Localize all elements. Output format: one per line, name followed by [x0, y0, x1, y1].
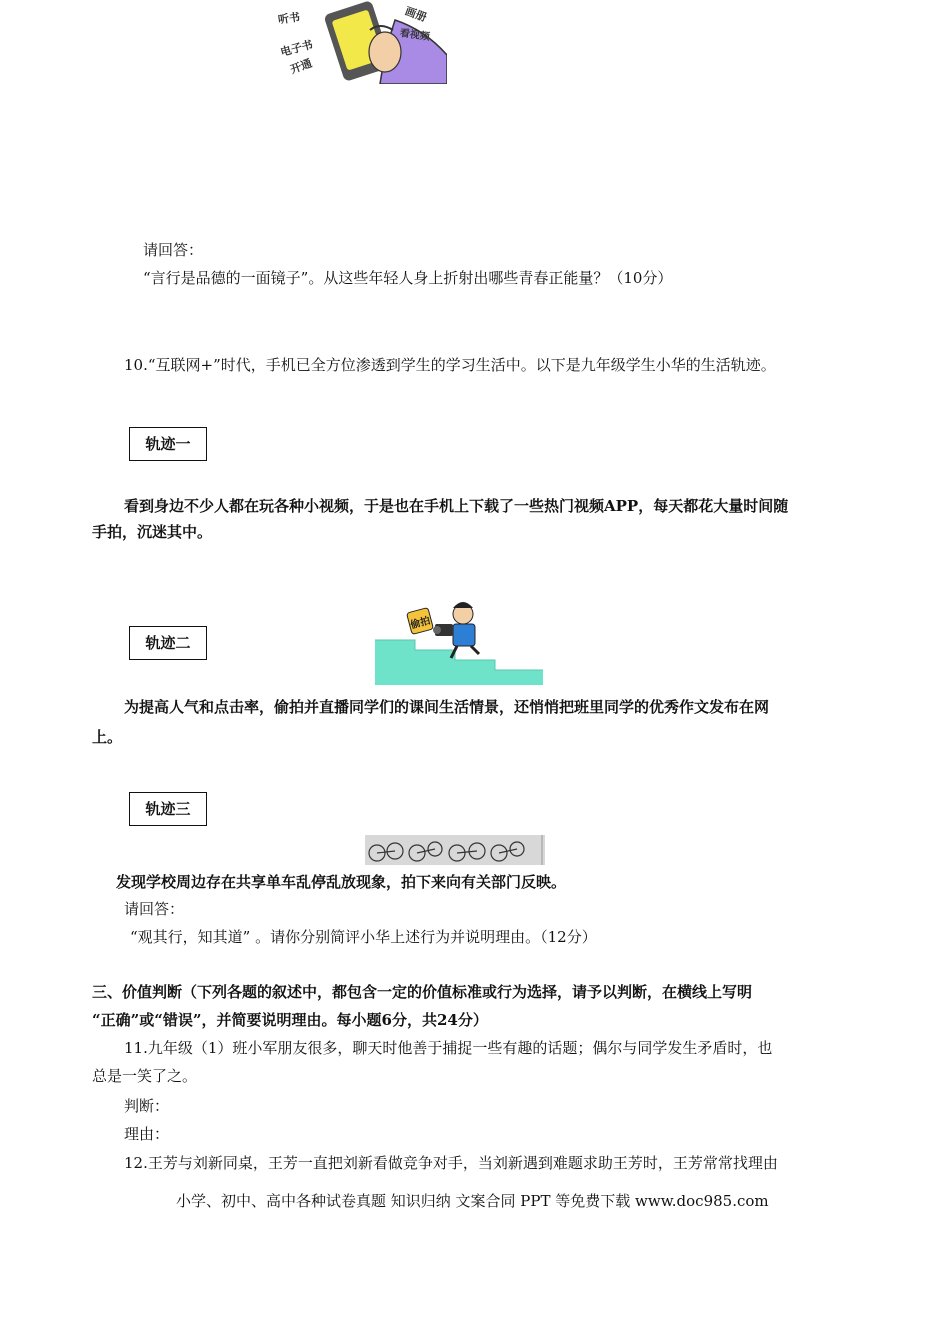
footer-text: 小学、初中、高中各种试卷真题 知识归纳 文案合同 PPT 等免费下载 www.doc985.com [176, 1192, 769, 1210]
q11-judge-label: 判断： [124, 1097, 170, 1115]
shared-bikes-photo [365, 835, 545, 865]
q10-intro: 10.“互联网+”时代，手机已全方位渗透到学生的学习生活中。以下是九年级学生小华的生活轨迹。 [124, 356, 776, 374]
track1-label-box: 轨迹一 [129, 427, 207, 461]
track1-text-line1: 看到身边不少人都在玩各种小视频，于是也在手机上下载了一些热门视频APP，每天都花大量时间随 [124, 497, 789, 515]
q12-line1: 12.王芳与刘新同桌，王芳一直把刘新看做竞争对手，当刘新遇到难题求助王芳时，王芳常常找理由 [124, 1154, 778, 1172]
cartoon-word-1: 听书 [277, 10, 301, 27]
cartoon-word-5: 看视频 [399, 27, 431, 44]
cartoon-word-4: 画册 [403, 4, 429, 25]
q10-question: “观其行，知其道” 。请你分别简评小华上述行为并说明理由。（12分） [130, 928, 597, 946]
section3-heading-line2: “正确”或“错误”，并简要说明理由。每小题6分，共24分） [92, 1011, 488, 1029]
q9-prompt-label: 请回答： [143, 241, 204, 259]
track2-text-line2: 上。 [92, 728, 123, 746]
track3-text: 发现学校周边存在共享单车乱停乱放现象，拍下来向有关部门反映。 [116, 873, 567, 891]
q11-line2: 总是一笑了之。 [92, 1067, 198, 1085]
cartoon-word-3: 开通 [288, 56, 314, 77]
track2-label-box: 轨迹二 [129, 626, 207, 660]
q9-question: “言行是品德的一面镜子”。从这些年轻人身上折射出哪些青春正能量？（10分） [143, 269, 673, 287]
secret-filming-sign: 偷拍 [409, 615, 432, 632]
secret-filming-cartoon [375, 592, 543, 685]
q10-prompt-label: 请回答： [124, 900, 185, 918]
cartoon-word-2: 电子书 [279, 37, 315, 60]
q11-line1: 11.九年级（1）班小军朋友很多，聊天时他善于捕捉一些有趣的话题；偶尔与同学发生矛盾时，也 [124, 1039, 773, 1057]
q11-reason-label: 理由： [124, 1125, 170, 1143]
track1-text-line2: 手拍，沉迷其中。 [92, 523, 213, 541]
section3-heading-line1: 三、价值判断（下列各题的叙述中，都包含一定的价值标准或行为选择，请予以判断，在横线上写明 [92, 983, 753, 1001]
track2-text-line1: 为提高人气和点击率，偷拍并直播同学们的课间生活情景，还悄悄把班里同学的优秀作文发布在网 [124, 698, 770, 716]
track3-label-box: 轨迹三 [129, 792, 207, 826]
